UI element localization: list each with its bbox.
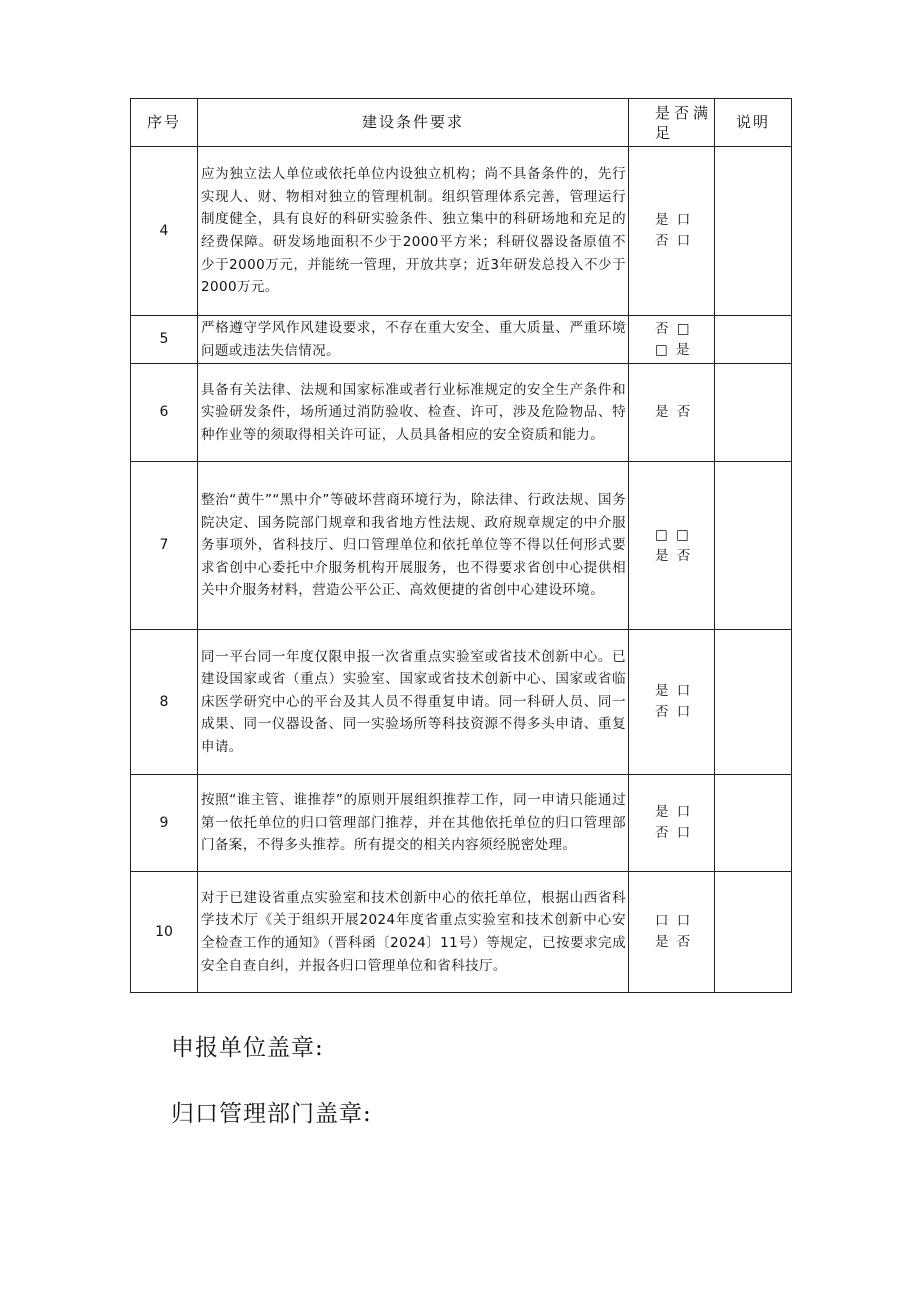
requirement-text: 整治“黄牛”“黑中介”等破坏营商环境行为，除法律、行政法规、国务院决定、国务院部门规章和我省地方性法规、政府规章规定的中介服务事项外，省科技厅、归口管理单位和依托单位等不得以任何形式要求省创中心委托中介服务机构开展服务，也不得要求省创中心提供相关中介服务材料，营造公平公正、高效便捷的省创中心建设环境。: [198, 462, 629, 630]
requirements-table: [130, 98, 792, 993]
table-row: [131, 462, 792, 630]
note-cell[interactable]: [715, 147, 792, 316]
requirement-text: 应为独立法人单位或依托单位内设独立机构；尚不具备条件的，先行实现人、财、物相对独立的管理机制。组织管理体系完善，管理运行制度健全，具有良好的科研实验条件、独立集中的科研场地和充足的经费保障。研发场地面积不少于2000平方米；科研仪器设备原值不少于2000万元，并能统一管理，开放共享；近3年研发总投入不少于2000万元。: [198, 147, 629, 316]
row-number: 9: [131, 775, 198, 872]
requirement-text: 具备有关法律、法规和国家标准或者行业标准规定的安全生产条件和实验研发条件，场所通过消防验收、检查、许可，涉及危险物品、特种作业等的须取得相关许可证，人员具备相应的安全资质和能力。: [198, 364, 629, 462]
header-requirement: 建设条件要求: [198, 99, 629, 147]
note-cell[interactable]: [715, 462, 792, 630]
row-number: 6: [131, 364, 198, 462]
satisfied-checkboxes[interactable]: 是 口 否 口: [629, 775, 715, 872]
department-seal-label: 归口管理部门盖章:: [171, 1101, 372, 1127]
satisfied-checkboxes[interactable]: 是 口 否 口: [629, 630, 715, 775]
table-header-row: [131, 99, 792, 147]
requirement-text: 对于已建设省重点实验室和技术创新中心的依托单位，根据山西省科学技术厅《关于组织开展2024年度省重点实验室和技术创新中心安全检查工作的通知》（晋科函〔2024〕11号）等规定，已按要求完成安全自查自纠，并报各归口管理单位和省科技厅。: [198, 872, 629, 993]
satisfied-checkboxes[interactable]: 是 否: [629, 364, 715, 462]
note-cell[interactable]: [715, 316, 792, 364]
header-satisfied: 是否满足: [629, 99, 715, 147]
applicant-seal-label: 申报单位盖章:: [171, 1035, 324, 1061]
requirement-text: 同一平台同一年度仅限申报一次省重点实验室或省技术创新中心。已建设国家或省（重点）实验室、国家或省技术创新中心、国家或省临床医学研究中心的平台及其人员不得重复申请。同一科研人员、同一成果、同一仪器设备、同一实验场所等科技资源不得多头申请、重复申请。: [198, 630, 629, 775]
satisfied-checkboxes[interactable]: 是 口 否 口: [629, 147, 715, 316]
satisfied-checkboxes[interactable]: 否 □ □ 是: [629, 316, 715, 364]
header-no: 序号: [131, 99, 198, 147]
table-row: [131, 147, 792, 316]
table-row: [131, 630, 792, 775]
row-number: 4: [131, 147, 198, 316]
table-row: [131, 316, 792, 364]
satisfied-checkboxes[interactable]: 口 口 是 否: [629, 872, 715, 993]
note-cell[interactable]: [715, 775, 792, 872]
row-number: 5: [131, 316, 198, 364]
table-row: [131, 364, 792, 462]
requirement-text: 严格遵守学风作风建设要求，不存在重大安全、重大质量、严重环境问题或违法失信情况。: [198, 316, 629, 364]
row-number: 8: [131, 630, 198, 775]
requirement-text: 按照“谁主管、谁推荐”的原则开展组织推荐工作，同一申请只能通过第一依托单位的归口管理部门推荐，并在其他依托单位的归口管理部门备案，不得多头推荐。所有提交的相关内容须经脱密处理。: [198, 775, 629, 872]
header-note: 说明: [715, 99, 792, 147]
note-cell[interactable]: [715, 872, 792, 993]
row-number: 7: [131, 462, 198, 630]
note-cell[interactable]: [715, 364, 792, 462]
table-row: [131, 872, 792, 993]
table-row: [131, 775, 792, 872]
row-number: 10: [131, 872, 198, 993]
satisfied-checkboxes[interactable]: □ □ 是 否: [629, 462, 715, 630]
note-cell[interactable]: [715, 630, 792, 775]
